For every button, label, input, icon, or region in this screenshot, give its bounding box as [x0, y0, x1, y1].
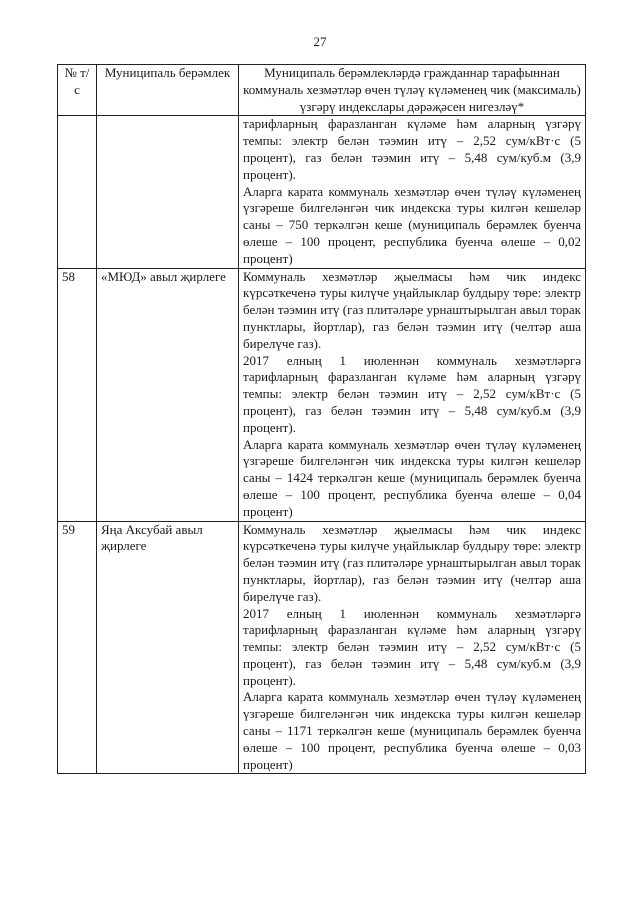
header-basis: Муниципаль берәмлекләрдә гражданнар тарафыннан коммуналь хезмәтләр өчен түләү күләменең чик (максималь) үзгәрү индекслары дәрәҗәсен нигезләү*: [239, 65, 586, 116]
basis-paragraph: тарифларның фаразланган күләме һәм аларның үзгәрү темпы: электр белән тәэмин итү – 2,52 сум/кВт·с (5 процент), газ белән тәэмин итү – 5,48 сум/куб.м (3,9 процент).: [243, 116, 581, 182]
header-municipality: Муниципаль берәмлек: [97, 65, 239, 116]
basis-paragraph: Коммуналь хезмәтләр җыелмасы һәм чик индекс күрсәткеченә туры килүче уңайлыклар булдыру төре: электр белән тәэмин итү (газ плитәләре урнаштырылган авыл торак пунктлары, йортлар), газ белән тәэмин итү (челтәр аша бирелүче газ).: [243, 268, 581, 351]
basis-paragraph: Аларга карата коммуналь хезмәтләр өчен түләү күләменең үзгәреше билгеләнгән чик индекска туры килгән кешеләр саны – 750 теркәлгән кеше (муниципаль берәмлек буенча өлеше – 100 процент, республика буенча өлеше – 0,02 процент): [243, 183, 581, 266]
table-row: [58, 268, 586, 521]
row-number: [58, 116, 97, 268]
row-number: 59: [58, 521, 97, 774]
basis-paragraph: Аларга карата коммуналь хезмәтләр өчен түләү күләменең үзгәреше билгеләнгән чик индекска туры килгән кешеләр саны – 1171 теркәлгән кеше (муниципаль берәмлек буенча өлеше – 100 процент, республика буенча өлеше – 0,03 процент): [243, 689, 581, 772]
basis-paragraph: 2017 елның 1 июленнән коммуналь хезмәтләргә тарифларның фаразланган күләме һәм аларның үзгәрү темпы: электр белән тәэмин итү – 2,52 сум/кВт·с (5 процент), газ белән тәэмин итү – 5,48 сум/куб.м (3,9 процент).: [243, 352, 581, 435]
basis-paragraph: 2017 елның 1 июленнән коммуналь хезмәтләргә тарифларның фаразланган күләме һәм аларның үзгәрү темпы: электр белән тәэмин итү – 2,52 сум/кВт·с (5 процент), газ белән тәэмин итү – 5,48 сум/куб.м (3,9 процент).: [243, 605, 581, 688]
table-header-row: [58, 65, 586, 116]
row-municipality: «МЮД» авыл җирлеге: [97, 268, 239, 521]
basis-paragraph: Коммуналь хезмәтләр җыелмасы һәм чик индекс күрсәткеченә туры килүче уңайлыклар булдыру төре: электр белән тәэмин итү (газ плитәләре урнаштырылган авыл торак пунктлары, йортлар), газ белән тәэмин итү (челтәр аша бирелүче газ).: [243, 521, 581, 604]
row-basis: [239, 521, 586, 774]
basis-paragraph: Аларга карата коммуналь хезмәтләр өчен түләү күләменең үзгәреше билгеләнгән чик индекска туры килгән кешеләр саны – 1424 теркәлгән кеше (муниципаль берәмлек буенча өлеше – 100 процент, республика буенча өлеше – 0,04 процент): [243, 436, 581, 519]
page-number: 27: [313, 34, 327, 49]
row-number: 58: [58, 268, 97, 521]
table-row: [58, 521, 586, 774]
row-municipality: Яңа Аксубай авыл җирлеге: [97, 521, 239, 774]
table-row: [58, 116, 586, 268]
header-number: № т/с: [58, 65, 97, 116]
indices-table: [57, 64, 586, 774]
row-basis: [239, 116, 586, 268]
row-municipality: [97, 116, 239, 268]
row-basis: [239, 268, 586, 521]
